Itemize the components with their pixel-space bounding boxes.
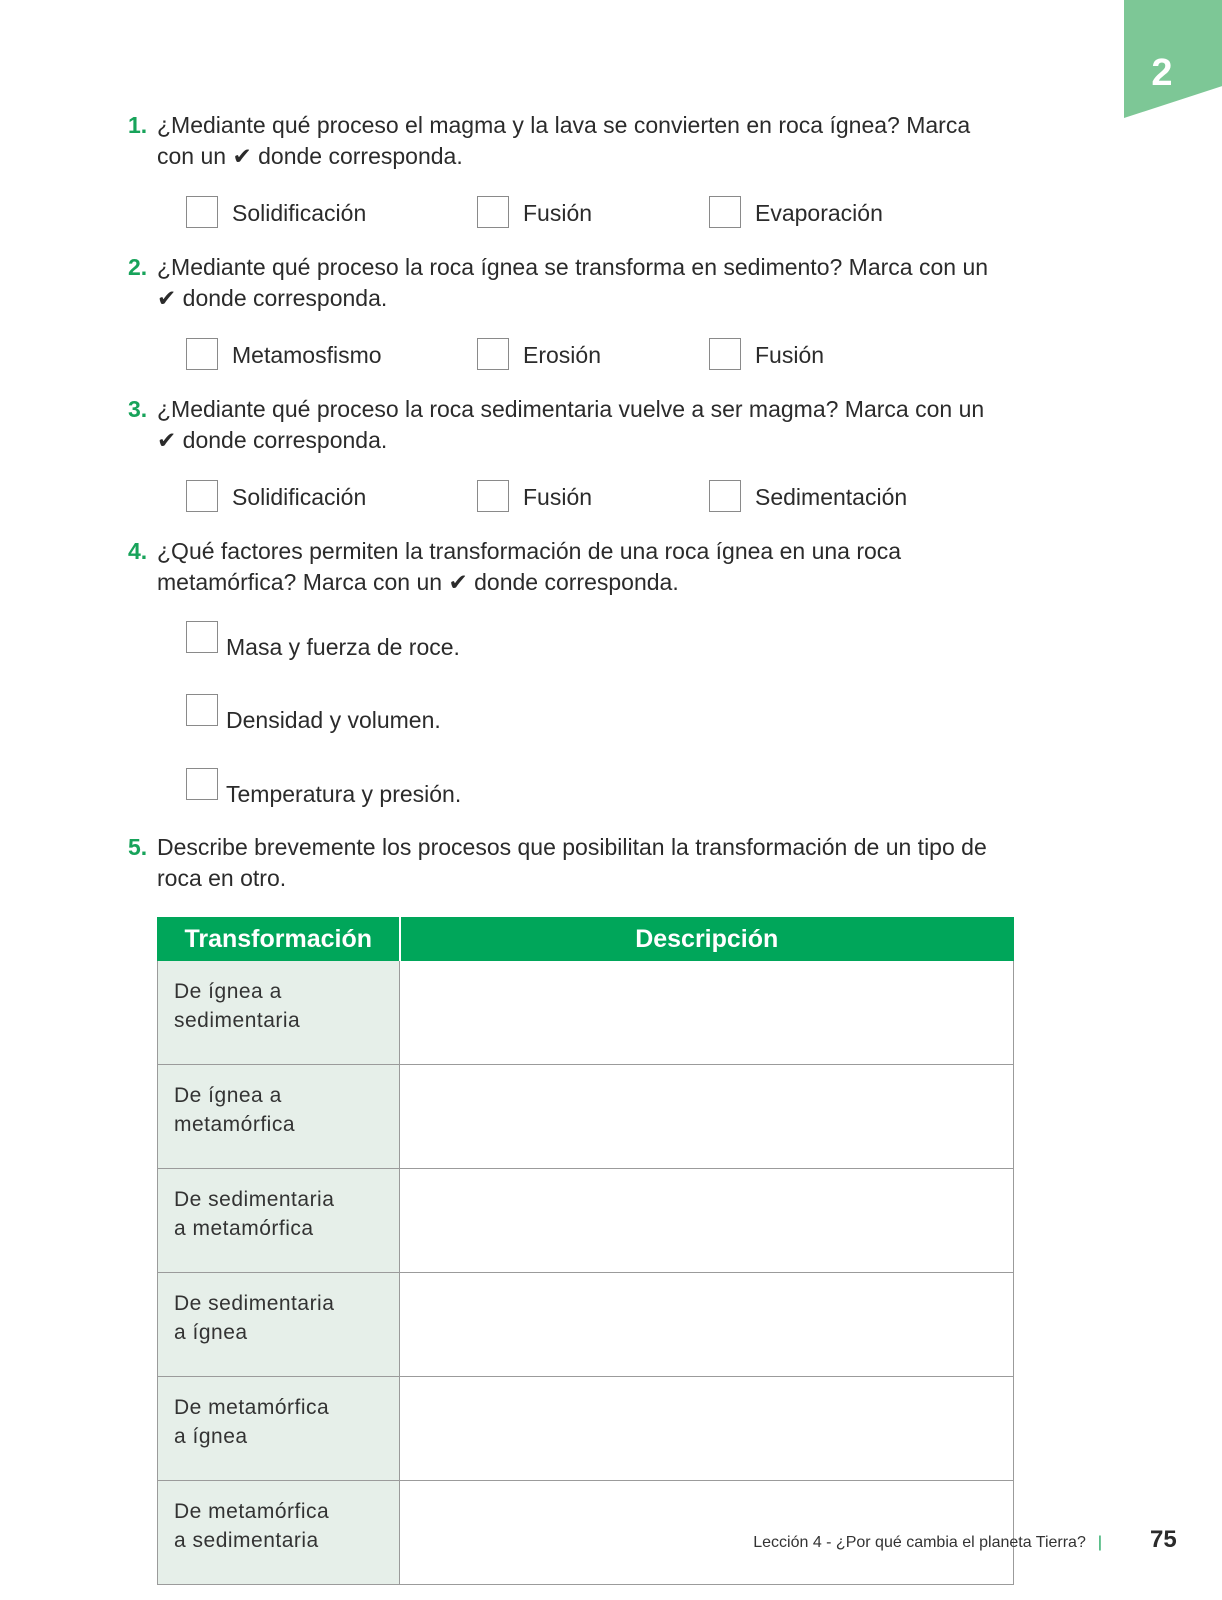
table-row xyxy=(158,1481,1014,1585)
checkbox[interactable] xyxy=(186,480,218,512)
checkbox[interactable] xyxy=(477,196,509,228)
lesson-title: Lección 4 - ¿Por qué cambia el planeta Tierra? xyxy=(753,1534,1086,1551)
transformation-line1: De sedimentaria xyxy=(174,1188,335,1211)
page-number: 75 xyxy=(1150,1526,1177,1553)
transformation-cell xyxy=(158,961,400,1065)
description-cell[interactable] xyxy=(400,1481,1014,1585)
question-text-line1: Describe brevemente los procesos que posibilitan la transformación de un tipo de xyxy=(157,834,987,860)
description-cell[interactable] xyxy=(400,1377,1014,1481)
description-cell[interactable] xyxy=(400,1273,1014,1377)
option-label: Fusión xyxy=(523,484,593,510)
transformation-line2: metamórfica xyxy=(174,1113,296,1136)
option-label: Evaporación xyxy=(755,200,883,226)
question-4 xyxy=(128,536,1028,598)
question-text-line1: ¿Mediante qué proceso la roca sedimentaria vuelve a ser magma? Marca con un xyxy=(157,396,985,422)
transformation-cell xyxy=(158,1481,400,1585)
table-row xyxy=(158,1377,1014,1481)
option-label: Fusión xyxy=(523,200,593,226)
question-number: 3. xyxy=(128,396,148,422)
checkbox[interactable] xyxy=(477,480,509,512)
transformation-line1: De ígnea a xyxy=(174,1084,282,1107)
footer-separator: | xyxy=(1097,1534,1102,1551)
transformation-line1: De metamórfica xyxy=(174,1500,330,1523)
checkbox[interactable] xyxy=(186,768,218,800)
transformation-cell xyxy=(158,1065,400,1169)
table-row xyxy=(158,1273,1014,1377)
question-number: 4. xyxy=(128,538,148,564)
transformation-line2: a sedimentaria xyxy=(174,1529,319,1552)
transformation-line1: De ígnea a xyxy=(174,980,282,1003)
table-row xyxy=(158,1065,1014,1169)
question-text-line2: ✔ donde corresponda. xyxy=(157,285,388,311)
question-text-line2: metamórfica? Marca con un ✔ donde corresponda. xyxy=(157,569,679,595)
transformation-table xyxy=(157,917,1014,1585)
question-text-line2: ✔ donde corresponda. xyxy=(157,427,388,453)
question-number: 1. xyxy=(128,112,148,138)
question-1 xyxy=(128,110,1028,172)
table-row xyxy=(158,961,1014,1065)
page-footer xyxy=(753,1534,1114,1552)
question-number: 2. xyxy=(128,254,148,280)
header-description: Descripción xyxy=(400,918,1014,961)
transformation-line2: a metamórfica xyxy=(174,1217,314,1240)
question-text-line2: con un ✔ donde corresponda. xyxy=(157,143,463,169)
transformation-line2: a ígnea xyxy=(174,1321,248,1344)
option-label: Solidificación xyxy=(232,484,367,510)
description-cell[interactable] xyxy=(400,1169,1014,1273)
question-text-line1: ¿Mediante qué proceso la roca ígnea se transforma en sedimento? Marca con un xyxy=(157,254,989,280)
question-3 xyxy=(128,394,1028,456)
question-number: 5. xyxy=(128,834,148,860)
option-label: Temperatura y presión. xyxy=(226,781,462,807)
checkbox[interactable] xyxy=(186,694,218,726)
option-label: Erosión xyxy=(523,342,601,368)
option-label: Fusión xyxy=(755,342,825,368)
transformation-line1: De metamórfica xyxy=(174,1396,330,1419)
header-transformation: Transformación xyxy=(158,918,400,961)
description-cell[interactable] xyxy=(400,961,1014,1065)
transformation-cell xyxy=(158,1377,400,1481)
question-text-line1: ¿Qué factores permiten la transformación de una roca ígnea en una roca xyxy=(157,538,902,564)
transformation-cell xyxy=(158,1169,400,1273)
chapter-number: 2 xyxy=(1151,52,1173,94)
option-label: Masa y fuerza de roce. xyxy=(226,634,460,660)
transformation-cell xyxy=(158,1273,400,1377)
question-2 xyxy=(128,252,1028,314)
checkbox[interactable] xyxy=(709,480,741,512)
question-text-line2: roca en otro. xyxy=(157,865,287,891)
table-header-row xyxy=(158,918,1014,961)
option-label: Sedimentación xyxy=(755,484,908,510)
option-label: Solidificación xyxy=(232,200,367,226)
transformation-line2: a ígnea xyxy=(174,1425,248,1448)
table-row xyxy=(158,1169,1014,1273)
checkbox[interactable] xyxy=(186,196,218,228)
question-text-line1: ¿Mediante qué proceso el magma y la lava se convierten en roca ígnea? Marca xyxy=(157,112,971,138)
checkbox[interactable] xyxy=(709,338,741,370)
checkbox[interactable] xyxy=(186,338,218,370)
description-cell[interactable] xyxy=(400,1065,1014,1169)
option-label: Metamosfismo xyxy=(232,342,382,368)
checkbox[interactable] xyxy=(477,338,509,370)
checkbox[interactable] xyxy=(709,196,741,228)
transformation-line2: sedimentaria xyxy=(174,1009,301,1032)
question-5 xyxy=(128,832,1028,894)
transformation-line1: De sedimentaria xyxy=(174,1292,335,1315)
checkbox[interactable] xyxy=(186,621,218,653)
option-label: Densidad y volumen. xyxy=(226,707,441,733)
